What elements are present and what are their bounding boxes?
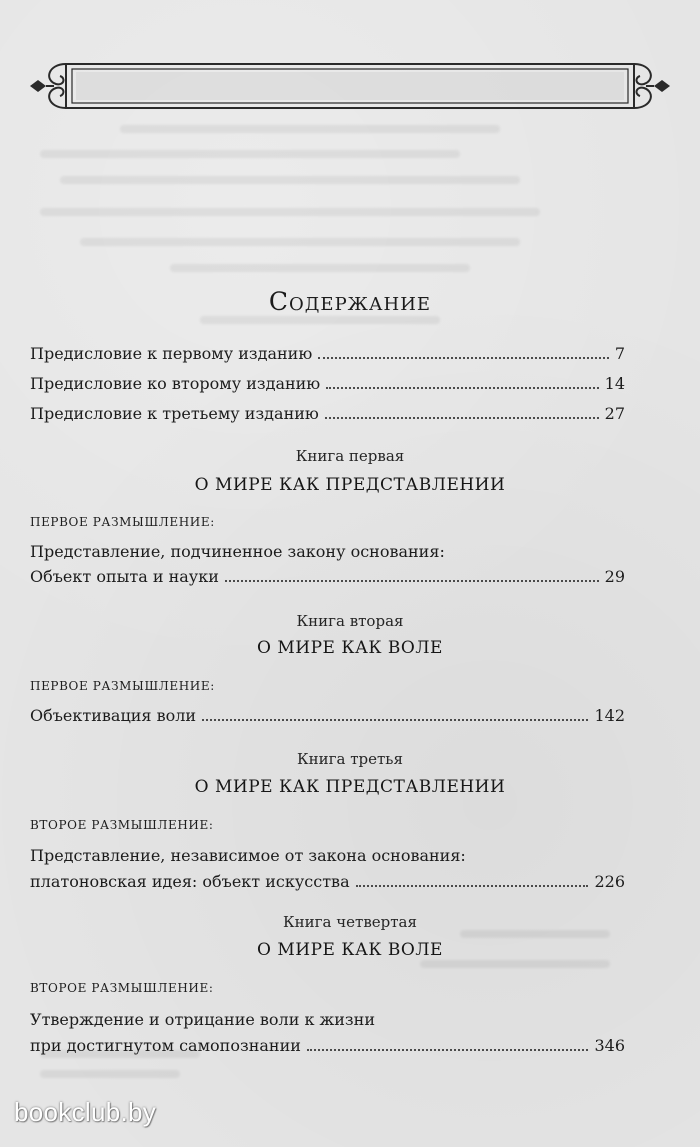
page-number: 14 [604,374,625,393]
dot-leader [318,357,609,359]
page-number: 29 [604,567,625,586]
bleed-through [40,150,460,158]
toc-entry-book-2[interactable] [30,706,625,726]
page-number: 346 [594,1036,625,1055]
page-number: 7 [614,344,625,363]
dot-leader [356,885,589,887]
toc-entry-book-1[interactable] [30,567,625,587]
bleed-through [40,208,540,216]
entry-title-line: Утверждение и отрицание воли к жизни [30,1010,375,1029]
toc-entry-preface-1[interactable] [30,344,625,364]
entry-label: при достигнутом самопознании [30,1036,301,1055]
bleed-through [200,316,440,324]
toc-entry-preface-2[interactable] [30,374,625,394]
book-label: Книга вторая [296,612,404,630]
bleed-through [60,176,520,184]
reflection-label: ПЕРВОЕ РАЗМЫШЛЕНИЕ: [30,515,215,529]
book-heading: О МИРЕ КАК ПРЕДСТАВЛЕНИИ [194,475,506,495]
bleed-through [170,264,470,272]
book-heading: О МИРЕ КАК ВОЛЕ [257,638,443,658]
entry-label: Объект опыта и науки [30,567,219,586]
dot-leader [326,387,598,389]
book-label: Книга четвертая [283,913,417,931]
watermark: bookclub.by [14,1097,157,1127]
book-label: Книга третья [297,750,403,768]
page-number: 142 [594,706,625,725]
dot-leader [202,719,588,721]
dot-leader [325,417,599,419]
bleed-through [80,238,520,246]
bleed-through [40,1070,180,1078]
reflection-label: ВТОРОЕ РАЗМЫШЛЕНИЕ: [30,981,214,995]
toc-entry-book-4[interactable] [30,1036,625,1056]
entry-title-line: Представление, независимое от закона основания: [30,846,466,865]
entry-label: Объективация воли [30,706,197,725]
toc-entry-preface-3[interactable] [30,404,625,424]
entry-label: Предисловие к первому изданию [30,344,313,363]
dot-leader [225,580,599,582]
entry-title-line: Представление, подчиненное закону основания: [30,542,445,561]
ornament-frame-graphic [26,58,674,114]
bleed-through [120,125,500,133]
book-heading: О МИРЕ КАК ВОЛЕ [257,940,443,960]
book-heading: О МИРЕ КАК ПРЕДСТАВЛЕНИИ [194,777,506,797]
bleed-through [420,960,610,968]
entry-label: Предисловие к третьему изданию [30,404,319,423]
ornament-frame [26,58,674,114]
reflection-label: ВТОРОЕ РАЗМЫШЛЕНИЕ: [30,818,214,832]
entry-label: Предисловие ко второму изданию [30,374,321,393]
page-number: 27 [604,404,625,423]
page-number: 226 [594,872,625,891]
book-label: Книга первая [295,447,405,465]
toc-title: Содержание [268,287,432,316]
dot-leader [307,1049,589,1051]
toc-entry-book-3[interactable] [30,872,625,892]
entry-label: платоновская идея: объект искусства [30,872,350,891]
reflection-label: ПЕРВОЕ РАЗМЫШЛЕНИЕ: [30,679,215,693]
